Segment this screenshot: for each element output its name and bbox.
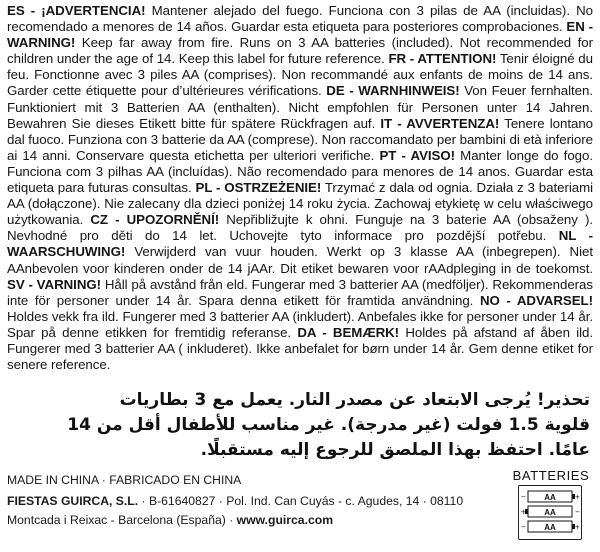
warning-heading-sv: SV - VARNING! (7, 276, 102, 292)
arabic-line: تحذير! يُرجى الابتعاد عن مصدر النار. يعمل مع 3 بطاريات (119, 390, 590, 410)
warning-text-nl: Verwijderd van vuur houden. Werkt op 3 klasse AA (inbegrepen). Niet AAnbevolen voor kinderen onder de 14 jAAr. Dit etiket bewaren voor rAAdpleging in de toekomst. (7, 244, 593, 276)
made-in-label: MADE IN CHINA · FABRICADO EN CHINA (7, 473, 242, 487)
warning-heading-nl: NL - WAARSCHUWING! (7, 228, 593, 260)
warning-heading-pl: PL - OSTRZEŻENIE! (195, 180, 322, 196)
warning-text-pt: Manter longe do fogo. Funciona com 3 pilhas AA (incluídas). Não recomendado para menores de 14 anos. Guardar esta etiqueta para futuras consultas. (7, 147, 593, 196)
address-text-1: · B-61640827 · Pol. Ind. Can Cuyás - c. Agudes, 14 · 08110 (138, 494, 464, 508)
warning-heading-da: DA - BEMÆRK! (297, 324, 400, 340)
multilingual-warning-text (7, 3, 593, 373)
warning-text-cz: Nepřibližujte k ohni. Funguje na 3 baterie AA (obsaženy ). Nevhodné pro děti do 14 let. Uchovejte tyto informace pro pozdější potřebu. (7, 212, 593, 244)
battery-compartment-icon (518, 485, 582, 540)
arabic-line: قلوية 1.5 فولت (غير مدرجة). غير مناسب للأطفال أقل من 14 (67, 415, 590, 435)
warning-heading-pt: PT - AVISO! (379, 147, 456, 163)
battery-cell-label: AA (544, 522, 556, 532)
warning-text-no: Holdes vekk fra ild. Fungerer med 3 batterier AA (inkludert). Anbefales ikke for personer under 14 år. Spar på denne etikken for fremtidig referanse. (7, 308, 593, 340)
plus-sign: + (575, 522, 580, 532)
battery-cell-label: AA (544, 492, 556, 502)
warning-text-sv: Håll på avstånd från eld. Fungerar med 3 batterier AA (medföljer). Rekommenderas inte för personer under 14 år. Spara denna etikett för framtida användning. (7, 276, 593, 308)
batteries-title: BATTERIES (512, 468, 590, 483)
warning-text-it: Tenere lontano dal fuoco. Funziona con 3 batterie da AA (comprese). Non raccomandato per bambini di età inferiore ai 14 anni. Conservare questa etichetta per ulteriori verifiche. (7, 115, 594, 163)
warning-heading-fr: FR - ATTENTION! (388, 51, 497, 67)
battery-cell-label: AA (544, 507, 556, 517)
battery-cell (521, 521, 580, 532)
warning-heading-en: EN - WARNING! (7, 19, 593, 51)
plus-sign: + (521, 507, 526, 517)
company-address-line-2 (7, 513, 333, 527)
company-name: FIESTAS GUIRCA, S.L. (7, 494, 139, 508)
warning-text-fr: Tenir éloigné du feu. Fonctionne avec 3 piles AA (comprises). Non recommandé aux enfants de moins de 14 ans. Garder cette étiquette pour d’ultérieures vérifications. (7, 51, 593, 99)
warning-text-de: Von Feuer fernhalten. Funktioniert mit 3 Batterien AA (enthalten). Nicht empfohlen für Personen unter 14 Jahren. Bewahren Sie dieses Etikett bitte für spätere Rückfragen auf. (7, 83, 593, 131)
warning-heading-no: NO - ADVARSEL! (479, 292, 593, 308)
warning-heading-es: ES - ¡ADVERTENCIA! (7, 3, 146, 18)
arabic-line: عامًا. احتفظ بهذا الملصق للرجوع إليه مستقبلًا. (200, 440, 590, 460)
company-address-line-1 (7, 494, 463, 508)
warning-heading-cz: CZ - UPOZORNĚNÍ! (90, 212, 220, 228)
battery-cell (521, 506, 580, 517)
battery-diagram (519, 486, 581, 539)
minus-sign: − (575, 507, 580, 517)
warning-text-en: Keep far away from fire. Runs on 3 AA batteries (included). Not recommended for children under the age of 14. Keep this label for future reference. (7, 35, 593, 67)
battery-cell (521, 491, 580, 502)
minus-sign: − (521, 492, 526, 502)
address-text-2: Montcada i Reixac - Barcelona (España) · (7, 513, 237, 527)
minus-sign: − (521, 522, 526, 532)
website-link[interactable]: www.guirca.com (236, 513, 334, 527)
warning-text-pl: Trzymać z dala od ognia. Działa z 3 bateriami AA (dołączone). Nie zalecany dla dzieci poniżej 14 roku życia. Zachowaj etykietę w celu właściwego użytkowania. (7, 180, 593, 228)
plus-sign: + (575, 492, 580, 502)
warning-text-da: Holdes på afstand af åben ild. Fungerer med 3 batterier AA ( inkluderet). Ikke anbefalet for børn under 14 år. Gem denne etiket for senere reference. (7, 324, 593, 373)
warning-heading-it: IT - AVVERTENZA! (380, 115, 500, 131)
arabic-warning-text (67, 388, 590, 463)
warning-text-es: Mantener alejado del fuego. Funciona con 3 pilas de AA (incluidas). No recomendado a menores de 14 años. Guardar esta etiqueta para posteriores comprobaciones. (7, 3, 593, 35)
warning-heading-de: DE - WARNHINWEIS! (326, 83, 460, 99)
